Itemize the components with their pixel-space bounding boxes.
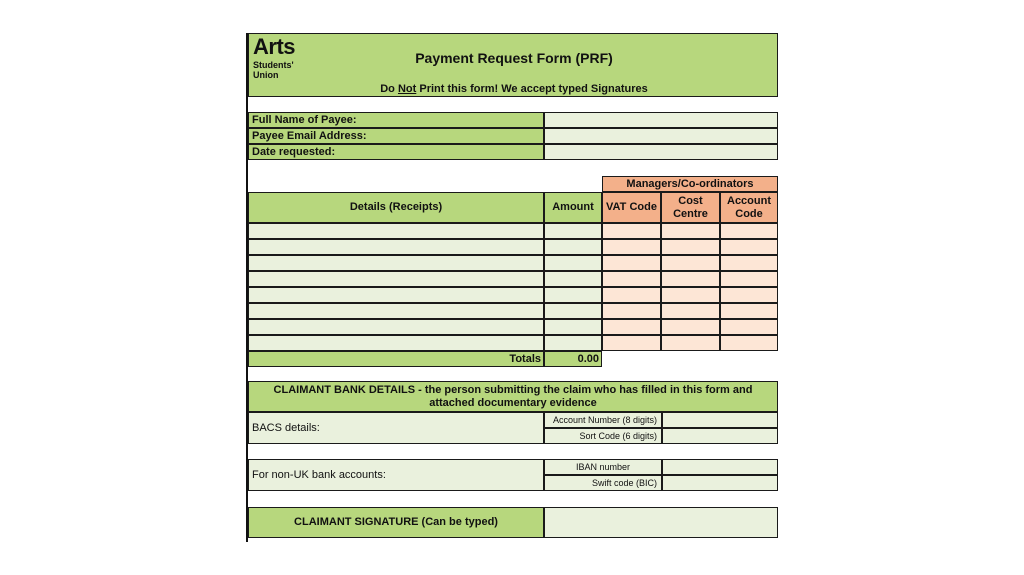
bacs-label: BACS details:	[248, 412, 544, 444]
swift-field[interactable]	[662, 475, 778, 491]
iban-label: IBAN number	[544, 459, 662, 475]
vat-code-cell[interactable]	[602, 287, 661, 303]
vat-code-cell[interactable]	[602, 223, 661, 239]
vat-code-cell[interactable]	[602, 303, 661, 319]
cost-centre-cell[interactable]	[661, 287, 720, 303]
vat-code-cell[interactable]	[602, 271, 661, 287]
payment-request-form	[246, 33, 778, 542]
vat-code-cell[interactable]	[602, 319, 661, 335]
email-field[interactable]	[544, 128, 778, 144]
details-cell[interactable]	[248, 255, 544, 271]
account-number-field[interactable]	[662, 412, 778, 428]
totals-label: Totals	[248, 351, 544, 367]
signature-label: CLAIMANT SIGNATURE (Can be typed)	[248, 507, 544, 538]
subtitle-pre: Do	[380, 83, 398, 95]
details-cell[interactable]	[248, 239, 544, 255]
logo-line-union: Union	[253, 70, 279, 80]
bank-details-heading: CLAIMANT BANK DETAILS - the person submitting the claim who has filled in this form and attached documentary evidence	[248, 381, 778, 412]
amount-cell[interactable]	[544, 239, 602, 255]
cost-centre-cell[interactable]	[661, 335, 720, 351]
details-cell[interactable]	[248, 335, 544, 351]
details-cell[interactable]	[248, 223, 544, 239]
managers-header: Managers/Co-ordinators	[602, 176, 778, 192]
details-cell[interactable]	[248, 271, 544, 287]
form-header	[248, 33, 778, 97]
account-number-label: Account Number (8 digits)	[544, 412, 662, 428]
account-code-cell[interactable]	[720, 271, 778, 287]
amount-cell[interactable]	[544, 255, 602, 271]
account-code-cell[interactable]	[720, 319, 778, 335]
vat-code-cell[interactable]	[602, 335, 661, 351]
cost-centre-cell[interactable]	[661, 239, 720, 255]
date-field[interactable]	[544, 144, 778, 160]
col-amount-header: Amount	[544, 192, 602, 223]
form-title: Payment Request Form (PRF)	[415, 50, 613, 66]
swift-label: Swift code (BIC)	[544, 475, 662, 491]
logo-arts-text: Arts	[253, 34, 296, 59]
amount-cell[interactable]	[544, 223, 602, 239]
subtitle-post: Print this form! We accept typed Signatures	[416, 83, 648, 95]
account-code-cell[interactable]	[720, 255, 778, 271]
logo-students-union	[253, 60, 294, 80]
sort-code-label: Sort Code (6 digits)	[544, 428, 662, 444]
cost-centre-cell[interactable]	[661, 255, 720, 271]
form-subtitle	[309, 83, 719, 97]
vat-code-cell[interactable]	[602, 239, 661, 255]
email-label: Payee Email Address:	[248, 128, 544, 144]
account-code-cell[interactable]	[720, 223, 778, 239]
totals-value: 0.00	[544, 351, 602, 367]
full-name-field[interactable]	[544, 112, 778, 128]
details-cell[interactable]	[248, 303, 544, 319]
sort-code-field[interactable]	[662, 428, 778, 444]
date-label: Date requested:	[248, 144, 544, 160]
col-cost-header: Cost Centre	[661, 192, 720, 223]
subtitle-not: Not	[397, 83, 417, 95]
cost-centre-cell[interactable]	[661, 303, 720, 319]
amount-cell[interactable]	[544, 319, 602, 335]
amount-cell[interactable]	[544, 335, 602, 351]
col-vat-header: VAT Code	[602, 192, 661, 223]
account-code-cell[interactable]	[720, 303, 778, 319]
cost-centre-cell[interactable]	[661, 319, 720, 335]
account-code-cell[interactable]	[720, 287, 778, 303]
amount-cell[interactable]	[544, 271, 602, 287]
vat-code-cell[interactable]	[602, 255, 661, 271]
full-name-label: Full Name of Payee:	[248, 112, 544, 128]
account-code-cell[interactable]	[720, 239, 778, 255]
details-cell[interactable]	[248, 319, 544, 335]
nonuk-label: For non-UK bank accounts:	[248, 459, 544, 491]
amount-cell[interactable]	[544, 303, 602, 319]
amount-cell[interactable]	[544, 287, 602, 303]
cost-centre-cell[interactable]	[661, 223, 720, 239]
signature-field[interactable]	[544, 507, 778, 538]
col-account-header: Account Code	[720, 192, 778, 223]
logo-line-students: Students'	[253, 60, 294, 70]
col-details-header: Details (Receipts)	[248, 192, 544, 223]
cost-centre-cell[interactable]	[661, 271, 720, 287]
details-cell[interactable]	[248, 287, 544, 303]
account-code-cell[interactable]	[720, 335, 778, 351]
iban-field[interactable]	[662, 459, 778, 475]
